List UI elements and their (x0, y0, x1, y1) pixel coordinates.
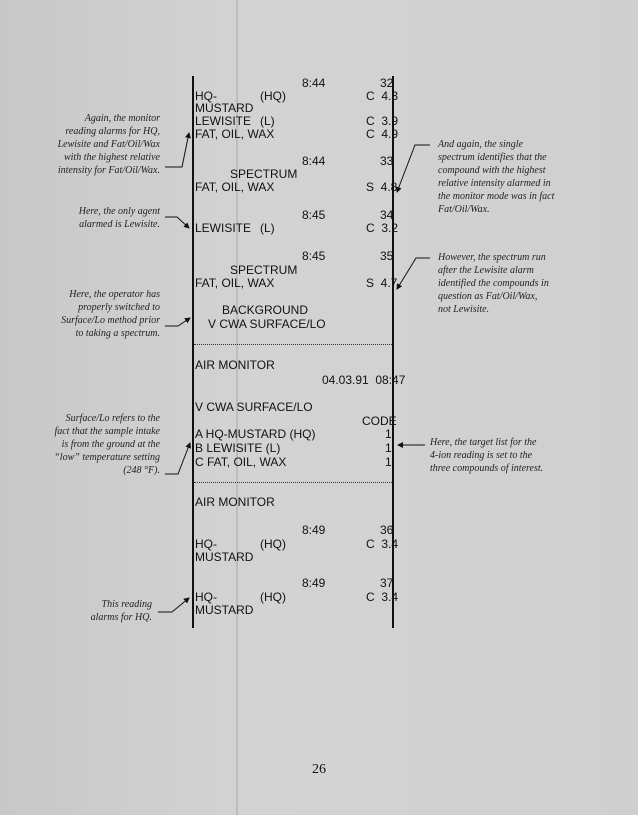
agent-code: (L) (260, 221, 275, 235)
agent-value: C 3.4 (366, 537, 399, 551)
reading-number: 34 (380, 208, 394, 222)
air-monitor-title: AIR MONITOR (195, 495, 275, 509)
target-list-code: 1 (385, 455, 392, 469)
agent-value: C 4.3 (366, 89, 399, 103)
agent-value: C 3.4 (366, 590, 399, 604)
pointer-line (165, 217, 189, 228)
annotation-left: This reading alarms for HQ. (90, 599, 152, 623)
reading-time: 8:44 (302, 76, 326, 90)
agent-name: LEWISITE (195, 221, 252, 235)
annotation-left: Here, the operator has properly switched to Surface/Lo method prior to taking a spectrum. (61, 289, 160, 339)
background-mode: V CWA SURFACE/LO (208, 317, 326, 331)
annotation-right: And again, the single spectrum identifies that the compound with the highest relative intensity alarmed in the monitor mode was in fact Fat/Oil/Wax. (438, 139, 555, 215)
agent-name: LEWISITE (195, 114, 252, 128)
background-title: BACKGROUND (222, 303, 309, 317)
reading-number: 32 (380, 76, 394, 90)
agent-code: (HQ) (260, 537, 286, 551)
agent-value: S 4.7 (366, 276, 398, 290)
target-list-item: B LEWISITE (L) (195, 441, 281, 455)
target-list-code: 1 (385, 427, 392, 441)
reading-time: 8:45 (302, 208, 326, 222)
reading-number: 37 (380, 576, 394, 590)
reading-time: 8:49 (302, 576, 326, 590)
target-list-item: C FAT, OIL, WAX (195, 455, 287, 469)
reading-time: 8:44 (302, 154, 326, 168)
agent-name-cont: MUSTARD (195, 101, 254, 115)
annotation-left: Surface/Lo refers to the fact that the sample intake is from the ground at the “low” temperature setting (248 °F). (54, 413, 160, 476)
pointer-line (158, 598, 189, 612)
reading-number: 33 (380, 154, 394, 168)
agent-name: FAT, OIL, WAX (195, 180, 275, 194)
annotation-left: Here, the only agent alarmed is Lewisite. (78, 206, 160, 230)
reading-time: 8:49 (302, 523, 326, 537)
pointer-line (165, 318, 190, 326)
spectrum-title: SPECTRUM (230, 167, 298, 181)
reading-time: 8:45 (302, 249, 326, 263)
agent-name-cont: MUSTARD (195, 603, 254, 617)
page-number: 26 (312, 762, 326, 777)
mode-line: V CWA SURFACE/LO (195, 400, 313, 414)
agent-code: (HQ) (260, 89, 286, 103)
date-time-stamp: 04.03.91 08:47 (322, 373, 406, 387)
target-list-item: A HQ-MUSTARD (HQ) (195, 427, 316, 441)
agent-code: (L) (260, 114, 275, 128)
agent-value: C 3.9 (366, 114, 399, 128)
target-list-code: 1 (385, 441, 392, 455)
agent-value: C 4.9 (366, 127, 399, 141)
agent-name: HQ- (195, 537, 217, 551)
spectrum-title: SPECTRUM (230, 263, 298, 277)
agent-value: S 4.8 (366, 180, 398, 194)
code-header: CODE (362, 414, 397, 428)
annotation-left: Again, the monitor reading alarms for HQ, Lewisite and Fat/Oil/Wax with the highest relative intensity for Fat/Oil/Wax. (57, 113, 160, 176)
agent-code: (HQ) (260, 590, 286, 604)
agent-value: C 3.2 (366, 221, 399, 235)
air-monitor-title: AIR MONITOR (195, 358, 275, 372)
pointer-line (397, 145, 430, 192)
pointer-line (165, 133, 189, 167)
reading-number: 36 (380, 523, 394, 537)
agent-name: HQ- (195, 590, 217, 604)
annotation-right: Here, the target list for the 4-ion reading is set to the three compounds of interest. (430, 437, 544, 474)
agent-name: HQ- (195, 89, 217, 103)
agent-name: FAT, OIL, WAX (195, 276, 275, 290)
agent-name: FAT, OIL, WAX (195, 127, 275, 141)
agent-name-cont: MUSTARD (195, 550, 254, 564)
pointer-line (165, 443, 190, 474)
reading-number: 35 (380, 249, 394, 263)
annotation-right: However, the spectrum run after the Lewisite alarm identified the compounds in question as Fat/Oil/Wax, not Lewisite. (438, 252, 549, 315)
pointer-line (397, 258, 430, 289)
